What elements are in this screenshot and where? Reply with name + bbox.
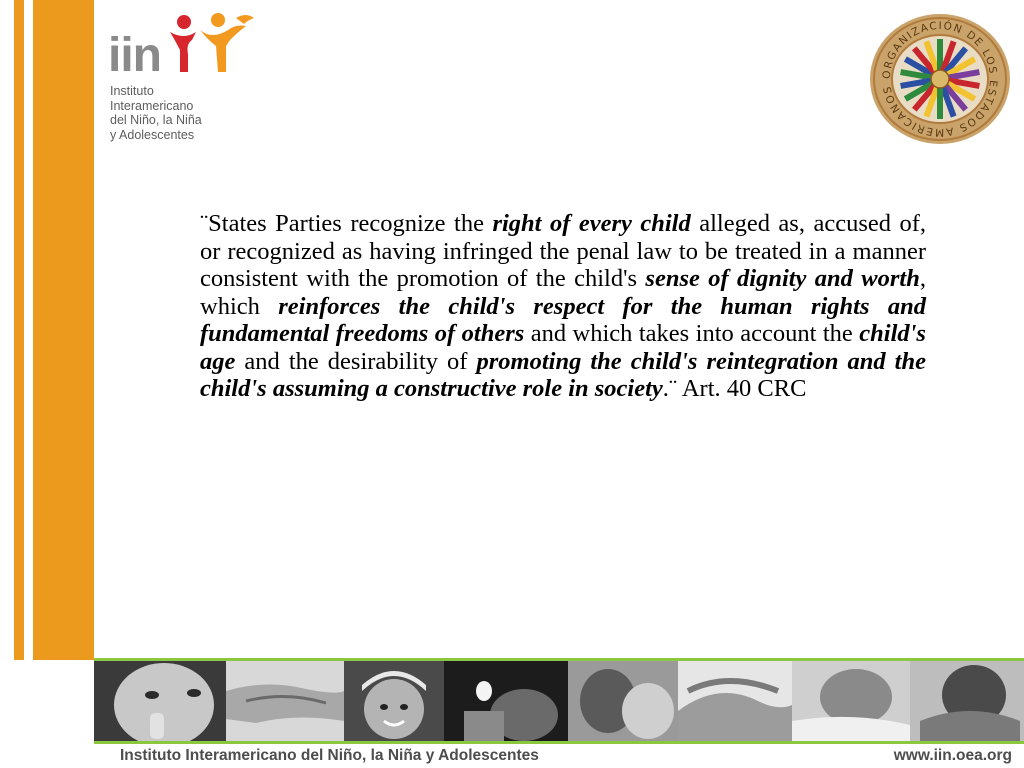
quote-text: alleged as, accused of, or recognized as having infringed the penal law to be treated in a manner consistent with the promotion of the child's <box>200 210 927 292</box>
child-photo <box>344 661 444 741</box>
quote-emphasis: promoting the child's reintegration and the child's assuming a constructive role in society <box>200 347 926 402</box>
quote-text: , which <box>200 265 926 320</box>
iin-caption-line: Interamericano <box>110 98 194 113</box>
iin-caption-line: del Niño, la Niña <box>110 113 202 127</box>
children-photo-strip <box>94 661 1024 741</box>
crc-article-quote <box>200 210 926 403</box>
child-photo <box>792 661 910 741</box>
left-accent-thin-stripe <box>14 0 24 660</box>
footer-bar <box>0 744 1024 768</box>
iin-caption-line: Instituto <box>110 84 154 98</box>
quote-emphasis: sense of dignity and worth <box>645 265 920 292</box>
children-figures-icon <box>166 10 256 80</box>
svg-text:ORGANIZACIÓN DE LOS ESTADOS AM: ORGANIZACIÓN DE LOS ESTADOS AMERICANOS <box>880 19 1000 139</box>
quote-text: .¨ Art. 40 CRC <box>662 375 807 402</box>
footer-institute-name: Instituto Interamericano del Niño, la Niña y Adolescentes <box>120 747 539 764</box>
child-photo <box>226 661 344 741</box>
iin-caption <box>110 84 202 142</box>
child-photo <box>94 661 226 741</box>
quote-text: and which takes into account the <box>524 320 860 347</box>
child-photo <box>910 661 1024 741</box>
footer-website-link[interactable]: www.iin.oea.org <box>893 747 1012 764</box>
child-photo <box>678 661 792 741</box>
quote-emphasis: reinforces the child's respect for the human rights and fundamental freedoms of others <box>200 292 926 347</box>
quote-emphasis: child's age <box>200 320 926 375</box>
quote-emphasis: right of every child <box>492 210 691 237</box>
quote-text: ¨States Parties recognize the <box>200 210 493 237</box>
iin-wordmark: iin <box>108 29 161 82</box>
child-photo <box>444 661 568 741</box>
iin-caption-line: y Adolescentes <box>110 127 195 142</box>
child-photo <box>568 661 678 741</box>
quote-text: and the desirability of <box>235 347 477 375</box>
left-accent-wide-stripe <box>33 0 94 660</box>
oas-seal-logo <box>868 12 1012 146</box>
iin-logo <box>108 10 268 145</box>
left-accent-band <box>0 0 94 660</box>
